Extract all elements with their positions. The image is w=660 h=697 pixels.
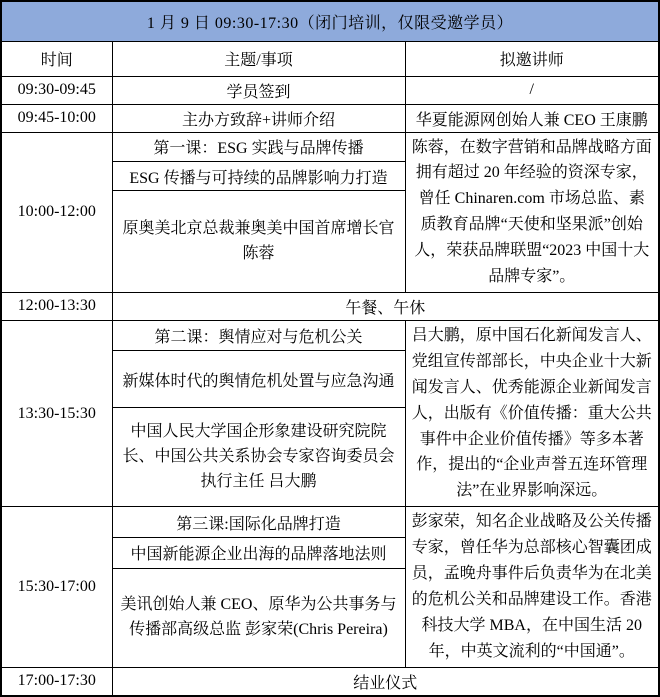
session3-time: 15:30-17:00	[1, 507, 112, 667]
table-title: 1 月 9 日 09:30-17:30（闭门培训，仅限受邀学员）	[1, 1, 659, 41]
session2-subtopic: 新媒体时代的舆情危机处置与应急沟通	[112, 351, 405, 408]
col-header-time: 时间	[1, 41, 112, 76]
col-header-speaker: 拟邀讲师	[405, 41, 659, 76]
row-session1-course	[1, 132, 659, 161]
opening-time: 09:45-10:00	[1, 104, 112, 132]
session3-course-title: 第三课:国际化品牌打造	[112, 507, 405, 538]
signin-topic: 学员签到	[112, 76, 405, 104]
lunch-topic: 午餐、午休	[112, 292, 659, 320]
session1-speaker-bio: 陈蓉，在数字营销和品牌战略方面拥有超过 20 年经验的资深专家，曾任 Chinaren.com 市场总监、素质教育品牌“天使和坚果派”创始人，荣获品牌联盟“2023 中国十大品牌专家”。	[405, 132, 659, 292]
title-row	[1, 1, 659, 41]
session3-subtopic: 中国新能源企业出海的品牌落地法则	[112, 538, 405, 569]
session1-subtopic: ESG 传播与可持续的品牌影响力打造	[112, 161, 405, 190]
session1-lecturer: 原奥美北京总裁兼奥美中国首席增长官 陈蓉	[112, 191, 405, 293]
session2-time: 13:30-15:30	[1, 320, 112, 506]
closing-time: 17:00-17:30	[1, 667, 112, 696]
session2-speaker-bio: 吕大鹏，原中国石化新闻发言人、党组宣传部部长，中央企业十大新闻发言人、优秀能源企业新闻发言人，出版有《价值传播：重大公共事件中企业价值传播》等多本著作，提出的“企业声誉五连环管理法”在业界影响深远。	[405, 320, 659, 506]
row-closing	[1, 667, 659, 696]
session2-lecturer: 中国人民大学国企形象建设研究院院长、中国公共关系协会专家咨询委员会执行主任 吕大鹏	[112, 408, 405, 507]
session3-speaker-bio: 彭家荣，知名企业战略及公关传播专家，曾任华为总部核心智囊团成员，孟晚舟事件后负责华为在北美的危机公关和品牌建设工作。香港科技大学 MBA，在中国生活 20 年，中英文流利的“中国通”。	[405, 507, 659, 667]
signin-time: 09:30-09:45	[1, 76, 112, 104]
row-lunch	[1, 292, 659, 320]
column-header-row	[1, 41, 659, 76]
session2-course-title: 第二课：舆情应对与危机公关	[112, 320, 405, 350]
opening-topic: 主办方致辞+讲师介绍	[112, 104, 405, 132]
opening-speaker: 华夏能源网创始人兼 CEO 王康鹏	[405, 104, 659, 132]
lunch-time: 12:00-13:30	[1, 292, 112, 320]
session1-time: 10:00-12:00	[1, 132, 112, 292]
row-session2-course	[1, 320, 659, 350]
row-signin	[1, 76, 659, 104]
closing-topic: 结业仪式	[112, 667, 659, 696]
session3-lecturer: 美讯创始人兼 CEO、原华为公共事务与传播部高级总监 彭家荣(Chris Pereira)	[112, 568, 405, 667]
row-session3-course	[1, 507, 659, 538]
row-opening	[1, 104, 659, 132]
signin-speaker: /	[405, 76, 659, 104]
col-header-topic: 主题/事项	[112, 41, 405, 76]
session1-course-title: 第一课：ESG 实践与品牌传播	[112, 132, 405, 161]
